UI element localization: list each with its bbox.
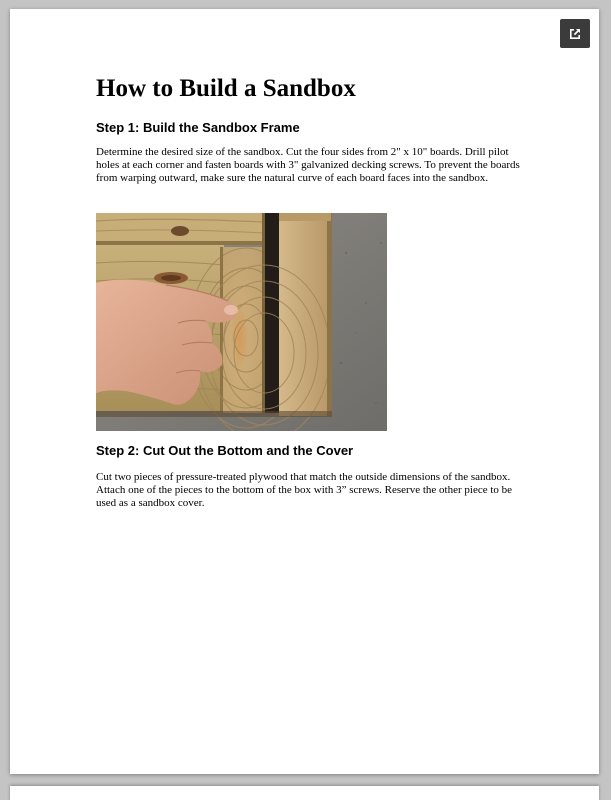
document-page	[10, 9, 599, 774]
external-link-icon	[567, 26, 583, 42]
step-1-body: Determine the desired size of the sandbox. Cut the four sides from 2" x 10" boards. Drill pilot holes at each corner and fasten boards with 3" galvanized decking screws. To prevent the boards from warping outward, make sure the natural curve of each board faces into the sandbox.	[96, 146, 520, 184]
popout-button[interactable]	[560, 19, 590, 48]
page-title: How to Build a Sandbox	[96, 75, 356, 102]
step-1-photo	[96, 213, 387, 431]
step-1-heading: Step 1: Build the Sandbox Frame	[96, 120, 300, 135]
step-2-heading: Step 2: Cut Out the Bottom and the Cover	[96, 443, 354, 458]
next-page-edge	[10, 786, 599, 800]
step-2-body: Cut two pieces of pressure-treated plywood that match the outside dimensions of the sandbox. Attach one of the pieces to the bottom of the box with 3” screws. Reserve the other piece to be used as a sandbox cover.	[96, 471, 513, 509]
